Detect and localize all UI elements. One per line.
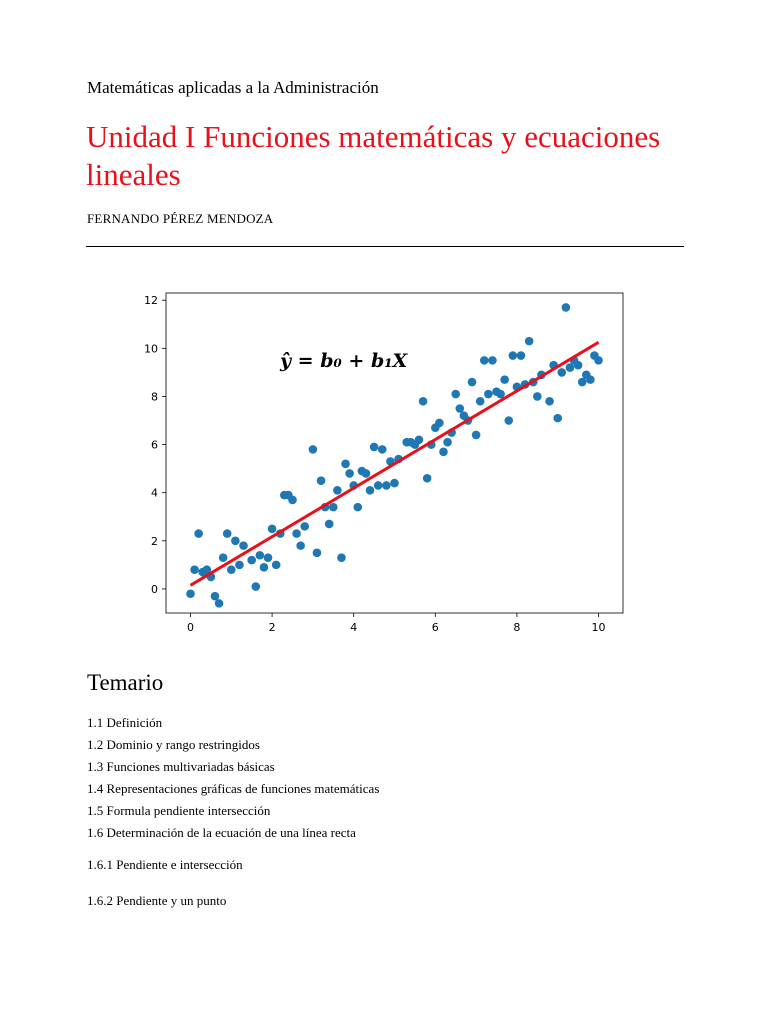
data-point [496, 390, 505, 399]
regression-equation: ŷ = b₀ + b₁X [280, 350, 408, 372]
y-tick-label: 12 [144, 294, 158, 308]
data-point [566, 363, 575, 372]
data-point [378, 445, 387, 454]
data-point [455, 404, 464, 413]
data-point [574, 361, 583, 370]
data-point [545, 397, 554, 406]
x-tick-label: 8 [513, 621, 521, 634]
data-point [594, 356, 603, 365]
data-point [578, 378, 587, 387]
y-tick-label: 2 [151, 534, 158, 548]
data-point [451, 390, 460, 399]
data-point [337, 553, 346, 562]
data-point [268, 524, 277, 533]
data-point [504, 416, 513, 425]
y-tick-label: 6 [151, 438, 158, 452]
data-point [370, 443, 379, 452]
list-item: 1.6.1 Pendiente e intersección [87, 857, 243, 872]
regression-chart [130, 283, 630, 643]
data-point [256, 551, 265, 560]
data-point [272, 561, 281, 570]
data-point [439, 447, 448, 456]
y-tick-label: 8 [151, 390, 158, 404]
data-point [366, 486, 375, 495]
data-point [309, 445, 318, 454]
data-point [415, 435, 424, 444]
data-point [186, 589, 195, 598]
data-point [509, 351, 518, 360]
x-tick-label: 0 [186, 621, 194, 634]
data-point [472, 431, 481, 440]
temario-sublist [87, 856, 243, 928]
regression-line [190, 342, 598, 585]
data-point [313, 549, 322, 558]
x-tick-label: 2 [268, 621, 276, 634]
data-point [264, 553, 273, 562]
list-item: 1.2 Dominio y rango restringidos [87, 737, 260, 752]
data-point [345, 469, 354, 478]
author-name: FERNANDO PÉREZ MENDOZA [87, 211, 274, 226]
data-point [468, 378, 477, 387]
temario-list [87, 712, 379, 844]
data-point [251, 582, 260, 591]
y-tick-label: 4 [151, 486, 158, 500]
data-point [288, 496, 297, 505]
data-point [211, 592, 220, 601]
data-point [300, 522, 309, 531]
data-point [553, 414, 562, 423]
list-item: 1.5 Formula pendiente intersección [87, 803, 271, 818]
data-point [353, 503, 362, 512]
data-point [223, 529, 232, 538]
data-point [190, 565, 199, 574]
data-point [325, 520, 334, 529]
data-point [215, 599, 224, 608]
data-point [435, 419, 444, 428]
list-item: 1.4 Representaciones gráficas de funciones matemáticas [87, 781, 380, 796]
data-point [382, 481, 391, 490]
data-point [443, 438, 452, 447]
data-point [419, 397, 428, 406]
data-point [525, 337, 534, 346]
data-point [488, 356, 497, 365]
data-point [374, 481, 383, 490]
data-point [476, 397, 485, 406]
data-point [390, 479, 399, 488]
list-item: 1.1 Definición [87, 715, 163, 730]
data-point [562, 303, 571, 312]
data-point [557, 368, 566, 377]
data-point [247, 556, 256, 565]
data-point [329, 503, 338, 512]
data-point [292, 529, 301, 538]
document-title: Unidad I Funciones matemáticas y ecuaciones lineales [86, 119, 661, 192]
x-tick-label: 4 [350, 621, 358, 634]
data-point [239, 541, 248, 550]
data-point [533, 392, 542, 401]
data-point [517, 351, 526, 360]
data-point [500, 375, 509, 384]
list-item: 1.6.2 Pendiente y un punto [87, 893, 227, 908]
y-tick-label: 0 [151, 582, 158, 596]
data-point [484, 390, 493, 399]
divider [86, 246, 684, 247]
data-point [296, 541, 305, 550]
data-point [260, 563, 269, 572]
data-point [231, 537, 240, 546]
data-point [333, 486, 342, 495]
temario-heading: Temario [87, 670, 164, 695]
list-item: 1.3 Funciones multivariadas básicas [87, 759, 275, 774]
data-point [219, 553, 228, 562]
x-tick-label: 10 [591, 621, 606, 634]
data-point [480, 356, 489, 365]
x-tick-label: 6 [431, 621, 439, 634]
data-point [194, 529, 203, 538]
data-point [423, 474, 432, 483]
data-point [235, 561, 244, 570]
course-name: Matemáticas aplicadas a la Administración [87, 78, 379, 97]
plot-frame [166, 293, 623, 613]
data-point [317, 476, 326, 485]
data-point [586, 375, 595, 384]
data-point [341, 460, 350, 469]
list-item: 1.6 Determinación de la ecuación de una línea recta [87, 825, 356, 840]
data-point [362, 469, 371, 478]
data-point [227, 565, 236, 574]
y-tick-label: 10 [144, 342, 158, 356]
